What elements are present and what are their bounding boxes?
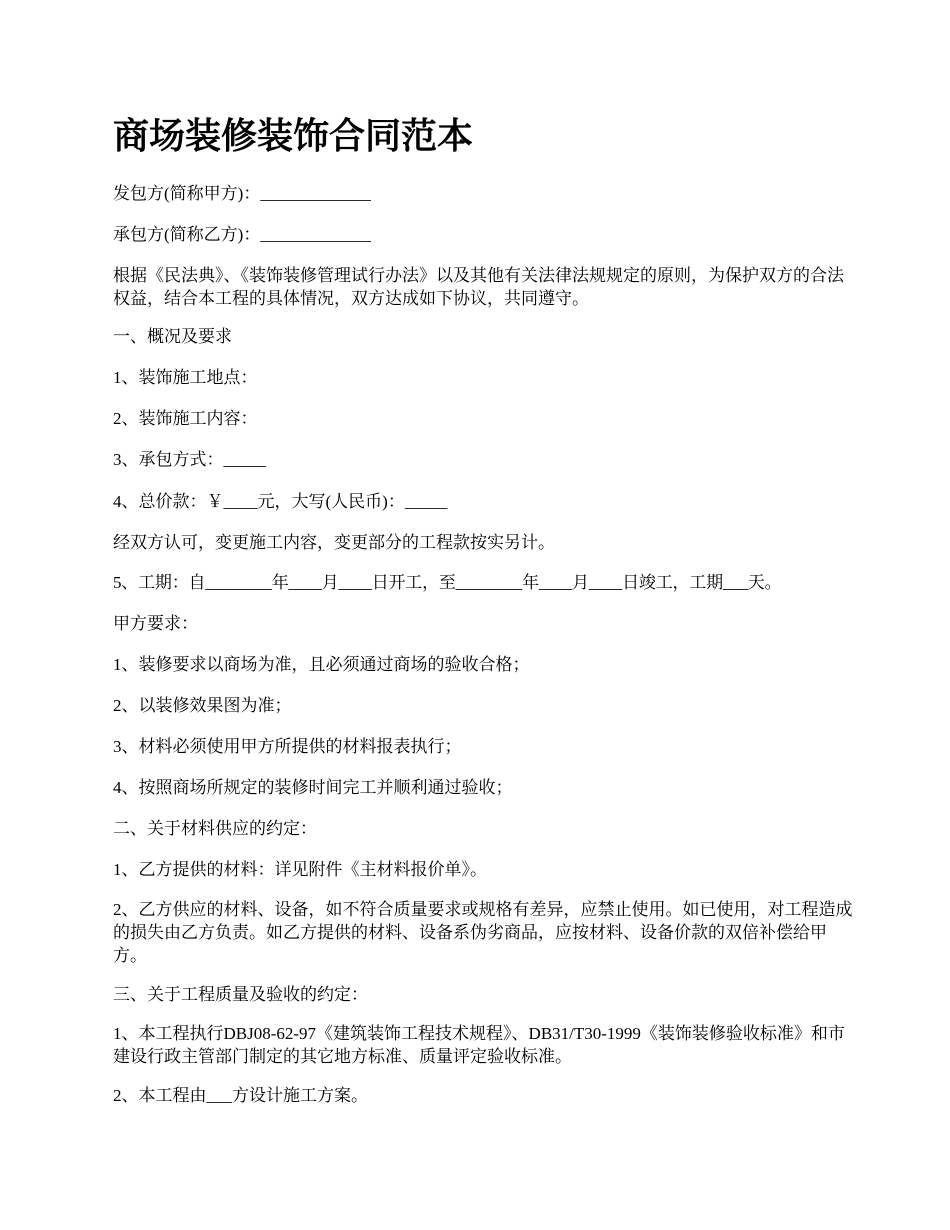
quality-clause-1: 1、本工程执行DBJ08-62-97《建筑装饰工程技术规程》、DB31/T30-1999《装饰装修验收标准》和市建设行政主管部门制定的其它地方标准、质量评定验收标准。 — [113, 1024, 845, 1066]
clause-total-price: 4、总价款：￥____元，大写(人民币)：_____ — [113, 492, 448, 511]
clause-location: 1、装饰施工地点： — [113, 368, 258, 387]
clause-content: 2、装饰施工内容： — [113, 409, 258, 428]
clause-contract-method: 3、承包方式：_____ — [113, 450, 266, 469]
section-heading-overview: 一、概况及要求 — [113, 327, 232, 346]
section-heading-materials: 二、关于材料供应的约定： — [113, 819, 317, 838]
quality-clause-2: 2、本工程由___方设计施工方案。 — [113, 1086, 368, 1105]
clause-schedule: 5、工期：自________年____月____日开工，至________年____月____日竣工，工期___天。 — [113, 573, 782, 592]
party-a-requirements-heading: 甲方要求： — [113, 614, 198, 633]
section-heading-quality: 三、关于工程质量及验收的约定： — [113, 985, 368, 1004]
requirement-1: 1、装修要求以商场为准，且必须通过商场的验收合格； — [113, 655, 530, 674]
preamble-paragraph: 根据《民法典》、《装饰装修管理试行办法》以及其他有关法律法规规定的原则，为保护双方的合法权益，结合本工程的具体情况，双方达成如下协议，共同遵守。 — [113, 266, 844, 308]
materials-clause-1: 1、乙方提供的材料：详见附件《主材料报价单》。 — [113, 860, 487, 879]
document-title: 商场装修装饰合同范本 — [113, 115, 474, 157]
party-a-line: 发包方(简称甲方)：_____________ — [113, 184, 371, 203]
party-b-line: 承包方(简称乙方)：_____________ — [113, 225, 371, 244]
requirement-2: 2、以装修效果图为准； — [113, 696, 292, 715]
requirement-3: 3、材料必须使用甲方所提供的材料报表执行； — [113, 737, 462, 756]
materials-clause-2: 2、乙方供应的材料、设备，如不符合质量要求或规格有差异，应禁止使用。如已使用，对工程造成的损失由乙方负责。如乙方提供的材料、设备系伪劣商品，应按材料、设备价款的双倍补偿给甲方。 — [113, 900, 853, 965]
requirement-4: 4、按照商场所规定的装修时间完工并顺利通过验收； — [113, 778, 513, 797]
price-change-note: 经双方认可，变更施工内容，变更部分的工程款按实另计。 — [113, 533, 555, 552]
